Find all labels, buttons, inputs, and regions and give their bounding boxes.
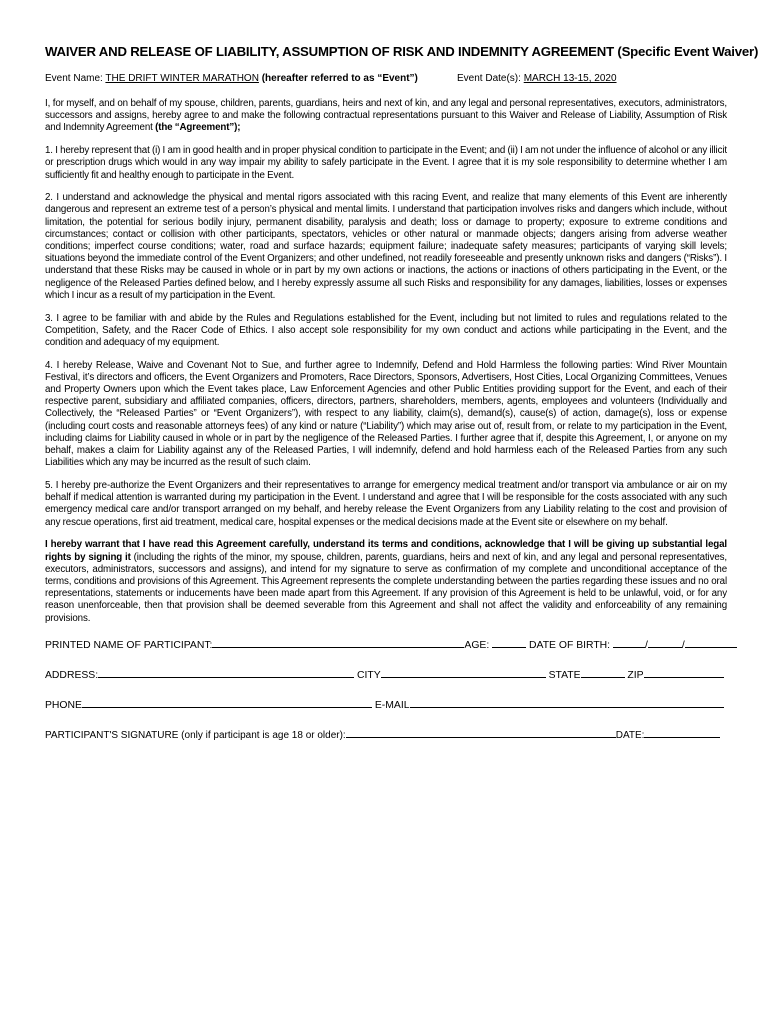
dob-label: DATE OF BIRTH: <box>529 639 611 651</box>
address-row <box>45 667 727 697</box>
name-row: PRINTED NAME OF PARTICIPANT: AGE: DATE OF BIRTH: / / <box>45 637 727 667</box>
event-name <box>45 73 445 84</box>
zip-label: ZIP <box>627 669 644 681</box>
phone-label: PHONE <box>45 699 82 711</box>
waiver-document <box>45 44 759 757</box>
date-field[interactable] <box>644 727 720 738</box>
paragraph-2: 2. I understand and acknowledge the physical and mental rigors associated with this racing Event, and realize that many elements of this Event are inherently dangerous and represent an extreme test of a person’s physical and mental limits. I understand that participation involves risks and dangers which include, without limitation, the potential for serious bodily injury, permanent disability, paralysis and death; loss or damage to property; exposure to extreme conditions and circumstances; contact or collision with other participants, spectators, vehicles or other natural or manmade objects; dangers arising from adverse weather conditions; imperfect course conditions; water, road and surface hazards; equipment failure; inadequate safety measures; participants of varying skill levels; situations beyond the immediate control of the Event Organizers; and other undefined, not readily foreseeable and presently unknown risks and dangers (“Risks”). I understand that these Risks may be caused in whole or in part by my own actions or inactions, the actions or inactions of others participating in the Event, or the negligence of the Released Parties defined below, and I hereby expressly assume all such Risks and responsibility for any damages, liabilities, losses or expenses which I incur as a result of my participation in the Event. <box>45 192 727 301</box>
event-name-note: (hereafter referred to as “Event”) <box>261 73 418 84</box>
event-name-value: THE DRIFT WINTER MARATHON <box>105 73 259 84</box>
intro-text: I, for myself, and on behalf of my spouse, children, parents, guardians, heirs and next of kin, and any legal and personal representatives, executors, administrators, successors and assigns, hereby agree to and make the following contractual representations pursuant to this Waiver and Release of Liability, Assumption of Risk and Indemnity Agreement <box>45 98 727 134</box>
warranty-bold: I hereby warrant that I have read this Agreement carefully, understand its terms and conditions, acknowledge that I will be giving up substantial legal rights by signing it <box>45 539 727 563</box>
warranty-rest: (including the rights of the minor, my spouse, children, parents, guardians, heirs and next of kin, and any legal and personal representatives, executors, administrators, successors and assigns), and intend for my signature to serve as confirmation of my complete and unconditional acceptance of the terms, conditions and provisions of this Agreement. This Agreement represents the complete understanding between the parties regarding these issues and no oral representations, statements or inducements have been made apart from this Agreement. If any provision of this Agreement is held to be unlawful, void, or for any reason unenforceable, then that provision shall be deemed severable from this Agreement and shall not affect the validity and enforceability of any remaining provisions. <box>45 551 727 624</box>
dob-year-field[interactable] <box>685 637 737 648</box>
age-label: AGE: <box>464 639 490 651</box>
paragraph-4: 4. I hereby Release, Waive and Covenant Not to Sue, and further agree to Indemnify, Defend and Hold Harmless the following parties: Wind River Mountain Festival, it’s directors and officers, the Event Organizers and Promoters, Race Directors, Sponsors, Advertisers, Host Cities, Local Organizing Committees, Venues and Property Owners upon which the Event takes place, Law Enforcement Agencies and other Public Entities providing support for the Event, and each of their respective parent, subsidiary and affiliated companies, officers, directors, partners, shareholders, members, agents, employees and volunteers (Individually and Collectively, the “Released Parties” or “Event Organizers”), with respect to any liability, claim(s), demand(s), cause(s) of action, damage(s), loss or expense (including court costs and reasonable attorneys fees) of any kind or nature (“Liability”) which may arise out of, result from, or relate to my participation in the Event, including claims for Liability caused in whole or in part by the negligence of the Released Parties. I further agree that if, despite this Agreement, I, or anyone on my behalf, makes a claim for Liability against any of the Released Parties, I will indemnify, defend and hold harmless each of the Released Parties from any such Liabilities which any may be incurred as the result of such claim. <box>45 359 727 469</box>
paragraph-3: 3. I agree to be familiar with and abide by the Rules and Regulations established for the Event, including but not limited to rules and regulations related to the Competition, Safety, and the Racer Code of Ethics. I also accept sole responsibility for my own conduct and actions while participating in the Event, and the condition and adequacy of my equipment. <box>45 312 727 348</box>
state-label: STATE <box>548 669 581 681</box>
event-dates <box>457 73 727 84</box>
warranty-paragraph <box>45 539 727 624</box>
zip-field[interactable] <box>644 667 724 678</box>
printed-name-label: PRINTED NAME OF PARTICIPANT: <box>45 639 213 651</box>
signature-label: PARTICIPANT'S SIGNATURE (only if participant is age 18 or older): <box>45 729 346 741</box>
address-label: ADDRESS: <box>45 669 99 681</box>
dob-day-field[interactable] <box>648 637 682 648</box>
event-dates-value: MARCH 13-15, 2020 <box>523 73 617 84</box>
paragraph-5: 5. I hereby pre-authorize the Event Organizers and their representatives to arrange for emergency medical treatment and/or transport via ambulance or air on my behalf if medical attention is warranted during my participation in the Event. I understand and agree that I will be responsible for the costs associated with any such emergency medical care and/or transport arranged on my behalf, and hereby release the Event Organizers from any Liability relating to the cost and provision of any rescue operations, first aid treatment, medical care, hospital expenses or the medical decisions made at the Event site or elsewhere on my behalf. <box>45 479 727 528</box>
event-info-line <box>45 73 727 84</box>
email-label: E-MAIL <box>374 699 410 711</box>
document-title: WAIVER AND RELEASE OF LIABILITY, ASSUMPTION OF RISK AND INDEMNITY AGREEMENT (Specific Event Waiver) <box>45 44 759 59</box>
city-label: CITY <box>357 669 381 681</box>
phone-field[interactable] <box>82 697 372 708</box>
participant-form <box>45 637 727 757</box>
date-label: DATE: <box>615 729 645 741</box>
event-name-label: Event Name: <box>45 73 103 84</box>
email-field[interactable] <box>410 697 724 708</box>
contact-row <box>45 697 727 727</box>
signature-row <box>45 727 727 757</box>
address-field[interactable] <box>98 667 354 678</box>
state-field[interactable] <box>581 667 625 678</box>
signature-field[interactable] <box>346 727 616 738</box>
intro-bold: (the “Agreement”); <box>155 122 241 134</box>
paragraph-1: 1. I hereby represent that (i) I am in good health and in proper physical condition to participate in the Event; and (ii) I am not under the influence of alcohol or any illicit or prescription drugs which would in any way impair my ability to safely participate in the Event. I agree that it is my sole responsibility to determine whether I am sufficiently fit and healthy enough to participate in the Event. <box>45 145 727 181</box>
city-field[interactable] <box>381 667 546 678</box>
printed-name-field[interactable] <box>212 637 464 648</box>
dob-month-field[interactable] <box>613 637 645 648</box>
age-field[interactable] <box>492 637 526 648</box>
intro-paragraph <box>45 98 727 135</box>
event-dates-label: Event Date(s): <box>457 73 521 84</box>
